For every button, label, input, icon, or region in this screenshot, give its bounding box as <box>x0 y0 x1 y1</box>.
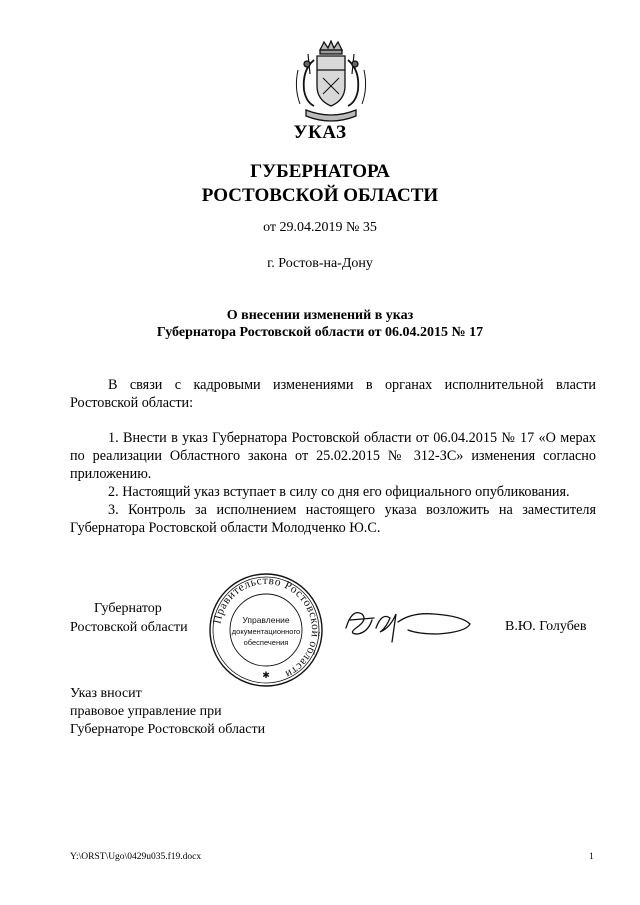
seal-ring-text: Правительство Ростовской области <box>211 574 322 681</box>
footer-file-path: Y:\ORST\Ugo\0429u035.f19.docx <box>70 852 202 862</box>
document-subject <box>0 307 640 341</box>
subject-line-2: Губернатора Ростовской области от 06.04.2015 № 17 <box>156 325 484 340</box>
sender-block <box>70 685 265 739</box>
page-number: 1 <box>589 852 594 862</box>
date-and-number: от 29.04.2019 № 35 <box>263 220 377 235</box>
sender-line-3: Губернаторе Ростовской области <box>70 722 266 737</box>
coat-of-arms-icon <box>290 40 372 128</box>
sender-line-2: правовое управление при <box>70 704 222 719</box>
official-seal-icon <box>206 570 326 690</box>
city: г. Ростов-на-Дону <box>267 256 373 271</box>
issuer-line-2: РОСТОВСКОЙ ОБЛАСТИ <box>201 185 439 206</box>
sender-line-1: Указ вносит <box>70 686 142 701</box>
subject-line-1: О внесении изменений в указ <box>226 308 414 323</box>
issuer-title <box>0 160 640 208</box>
decree-item: 1. Внести в указ Губернатора Ростовской области от 06.04.2015 № 17 «О мерах по реализации Областного закона от 25.02.2015 № 312-ЗС» изменения согласно приложению. <box>70 430 596 482</box>
preamble-paragraph: В связи с кадровыми изменениями в органах исполнительной власти Ростовской области: <box>70 377 596 411</box>
svg-text:✱: ✱ <box>262 671 270 681</box>
document-type-title: УКАЗ <box>293 122 347 143</box>
decree-item: 3. Контроль за исполнением настоящего указа возложить на заместителя Губернатора Ростовской области Молодченко Ю.С. <box>70 502 596 536</box>
signatory-name: В.Ю. Голубев <box>505 619 587 634</box>
decree-items <box>70 429 596 537</box>
signatory-title-line-2: Ростовской области <box>70 620 188 635</box>
issuer-line-1: ГУБЕРНАТОРА <box>250 161 390 182</box>
seal-center-line-3: обеспечения <box>243 638 289 647</box>
signatory-title-line-1: Губернатор <box>94 601 162 616</box>
seal-center-line-2: документационного <box>231 627 301 636</box>
signatory-title <box>70 599 210 637</box>
handwritten-signature-icon <box>338 598 478 648</box>
decree-item: 2. Настоящий указ вступает в силу со дня его официального опубликования. <box>108 484 570 500</box>
seal-center-line-1: Управление <box>242 615 290 625</box>
